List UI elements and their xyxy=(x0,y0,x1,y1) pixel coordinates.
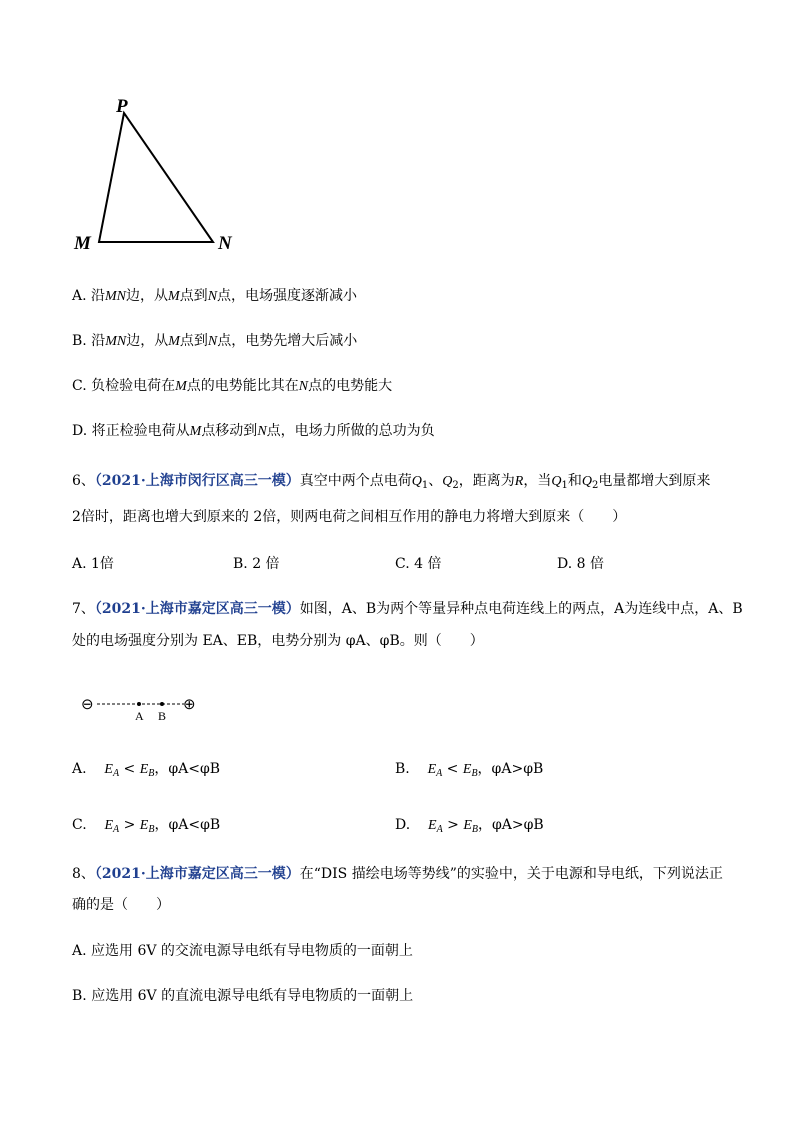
q8-option-a[interactable]: A. 应选用 6V 的交流电源导电纸有导电物质的一面朝上 xyxy=(72,943,413,959)
var-e: E xyxy=(139,762,149,777)
stem-text: 真空中两个点电荷 xyxy=(299,473,412,489)
option-text: 点到 xyxy=(179,333,208,349)
option-text: 沿 xyxy=(91,288,106,304)
q7-option-b[interactable] xyxy=(395,758,543,779)
charge-line-figure xyxy=(80,694,205,724)
subscript: A xyxy=(112,768,120,779)
label-a: A xyxy=(135,709,144,723)
var-e: E xyxy=(104,818,114,833)
subscript: A xyxy=(436,768,443,779)
q6-option-b[interactable]: B. 2 倍 xyxy=(233,556,280,572)
var-n: N xyxy=(207,334,218,349)
q6-stem-line1 xyxy=(72,470,710,491)
label-p: P xyxy=(116,96,128,117)
subscript: B xyxy=(471,824,478,835)
q7-option-c[interactable] xyxy=(72,814,220,835)
question-number: 6、 xyxy=(72,473,95,489)
var-n: N xyxy=(298,379,309,394)
stem-text: 电量都增大到原来 xyxy=(598,473,711,489)
option-letter: B. xyxy=(395,761,410,777)
stem-text: 如图，A、B为两个等量异种点电荷连线上的两点，A为连线中点，A、B xyxy=(299,601,743,617)
relation: > xyxy=(442,817,464,833)
subscript: 2 xyxy=(452,480,459,491)
relation: > xyxy=(119,817,140,833)
q5-option-a[interactable] xyxy=(72,285,357,305)
option-letter: C. xyxy=(72,378,87,394)
var-m: M xyxy=(168,334,180,349)
option-text: 点，电场强度逐渐减小 xyxy=(217,288,358,304)
subscript: 1 xyxy=(561,480,568,491)
var-mn: MN xyxy=(105,334,127,349)
option-letter: A. xyxy=(72,761,87,777)
question-source: （2021·上海市嘉定区高三一模） xyxy=(94,866,300,882)
option-letter: B. xyxy=(72,333,87,349)
option-text: ，φA<φB xyxy=(154,761,221,777)
var-n: N xyxy=(257,424,267,439)
question-source: （2021·上海市闵行区高三一模） xyxy=(94,473,300,489)
option-text: 点移动到 xyxy=(201,423,258,439)
q6-stem-line2: 2倍时，距离也增大到原来的 2倍，则两电荷之间相互作用的静电力将增大到原来（ ） xyxy=(72,509,627,525)
relation: < xyxy=(119,761,140,777)
triangle-figure xyxy=(60,90,260,260)
q5-option-c[interactable] xyxy=(72,375,392,395)
point-a xyxy=(137,702,141,706)
stem-text: 和 xyxy=(567,473,582,489)
var-e: E xyxy=(462,762,472,777)
option-text: 点，电场力所做的总功为负 xyxy=(266,423,435,439)
var-m: M xyxy=(168,289,180,304)
stem-text: 在“DIS 描绘电场等势线”的实验中，关于电源和导电纸，下列说法正 xyxy=(299,866,723,882)
subscript: 1 xyxy=(421,480,429,491)
stem-text: ，距离为 xyxy=(458,473,515,489)
positive-charge-icon: ⊕ xyxy=(183,697,196,713)
var-e: E xyxy=(139,818,149,833)
var-mn: MN xyxy=(105,289,127,304)
label-b: B xyxy=(158,709,167,723)
option-text: ，φA>φB xyxy=(477,817,544,833)
triangle-pmn xyxy=(99,113,213,242)
var-q: Q xyxy=(551,474,562,489)
subscript: 2 xyxy=(591,480,599,491)
option-text: 将正检验电荷从 xyxy=(91,423,190,439)
point-b xyxy=(160,702,164,706)
q8-stem-line1 xyxy=(72,863,723,883)
q7-stem-line2: 处的电场强度分别为 EA、EB，电势分别为 φA、φB。则（ ） xyxy=(72,633,484,649)
subscript: B xyxy=(148,824,155,835)
subscript: A xyxy=(113,824,120,835)
question-number: 7、 xyxy=(72,601,95,617)
var-e: E xyxy=(428,818,437,833)
label-n: N xyxy=(218,233,232,254)
subscript: A xyxy=(436,824,443,835)
var-q: Q xyxy=(442,474,453,489)
relation: < xyxy=(442,761,463,777)
q7-option-a[interactable] xyxy=(72,758,220,779)
var-e: E xyxy=(463,818,472,833)
var-r: R xyxy=(514,474,524,489)
q7-option-d[interactable] xyxy=(395,814,544,835)
option-text: 点到 xyxy=(179,288,208,304)
question-source: （2021·上海市嘉定区高三一模） xyxy=(94,601,300,617)
subscript: B xyxy=(148,768,155,779)
var-m: M xyxy=(175,379,187,394)
q6-option-a[interactable]: A. 1倍 xyxy=(72,556,114,572)
option-text: 负检验电荷在 xyxy=(91,378,176,394)
stem-text: 、 xyxy=(428,473,443,489)
option-text: 边，从 xyxy=(126,288,169,304)
option-letter: D. xyxy=(395,817,411,833)
var-n: N xyxy=(207,289,218,304)
q8-stem-line2: 确的是（ ） xyxy=(72,897,170,913)
var-e: E xyxy=(427,762,437,777)
q5-option-d[interactable] xyxy=(72,420,435,440)
q5-option-b[interactable] xyxy=(72,330,357,350)
q8-option-b[interactable]: B. 应选用 6V 的直流电源导电纸有导电物质的一面朝上 xyxy=(72,988,414,1004)
question-number: 8、 xyxy=(72,866,95,882)
option-text: 边，从 xyxy=(126,333,169,349)
q7-stem-line1 xyxy=(72,598,743,618)
option-text: 点，电势先增大后减小 xyxy=(217,333,358,349)
q6-option-c[interactable]: C. 4 倍 xyxy=(395,556,442,572)
negative-charge-icon: ⊖ xyxy=(81,697,94,713)
var-e: E xyxy=(104,762,113,777)
var-m: M xyxy=(189,424,202,439)
var-q: Q xyxy=(411,474,422,489)
option-letter: D. xyxy=(72,423,88,439)
var-q: Q xyxy=(581,474,592,489)
q6-option-d[interactable]: D. 8 倍 xyxy=(557,556,604,572)
label-m: M xyxy=(74,233,91,254)
subscript: B xyxy=(471,768,478,779)
option-letter: A. xyxy=(72,288,87,304)
option-text: 点的电势能大 xyxy=(308,378,393,394)
stem-text: ，当 xyxy=(523,473,552,489)
option-letter: C. xyxy=(72,817,87,833)
option-text: ，φA>φB xyxy=(477,761,544,777)
option-text: 沿 xyxy=(91,333,106,349)
option-text: ，φA<φB xyxy=(154,817,221,833)
option-text: 点的电势能比其在 xyxy=(186,378,299,394)
